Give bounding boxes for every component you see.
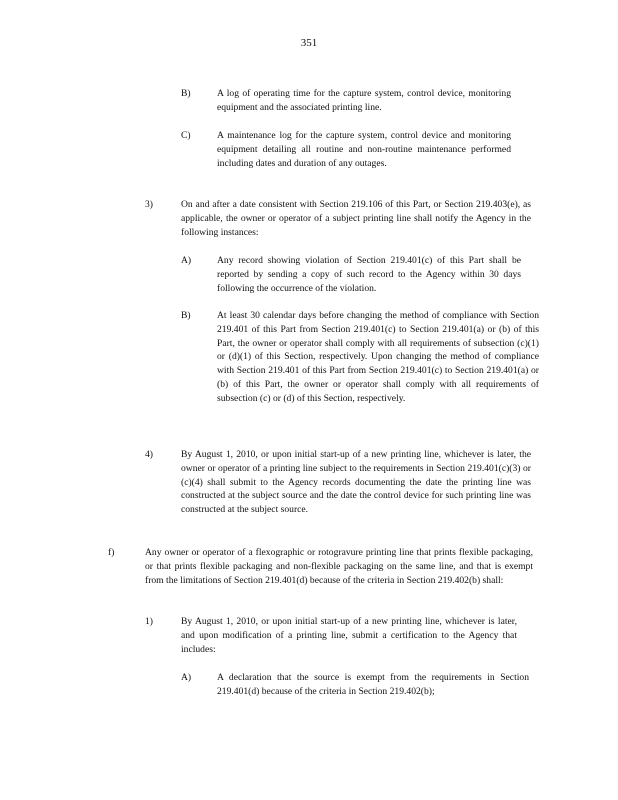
page-number: 351 (300, 37, 318, 49)
item-label: B) (181, 88, 191, 99)
item-text: Any record showing violation of Section 219.401(c) of this Part shall be reported by sending a copy of such record to the Agency within 30 days following the occurrence of the violation. (217, 255, 521, 294)
item-text: On and after a date consistent with Section 219.106 of this Part, or Section 219.403(e), as applicable, the owner or operator of a subject printing line shall notify the Agency in the following instances: (181, 199, 531, 238)
item-label: C) (181, 130, 191, 141)
item-label: A) (181, 672, 192, 683)
item-text: By August 1, 2010, or upon initial start-up of a new printing line, whichever is later, the owner or operator of a printing line subject to the requirements in Section 219.401(c)(3) or (c)(4) shall submit to the Agency records documenting the date the printing line was constructed at the subject source and the date the control device for such printing line was constructed at the subject source. (181, 449, 531, 516)
item-text: By August 1, 2010, or upon initial start-up of a new printing line, whichever is later, and upon modification of a printing line, submit a certification to the Agency that includes: (181, 616, 517, 655)
item-label: 1) (145, 616, 153, 627)
item-label: A) (181, 255, 192, 266)
item-text: At least 30 calendar days before changing the method of compliance with Section 219.401 of this Part from Section 219.401(c) to Section 219.401(a) or (b) of this Part, the owner or operator shall comply with all requirements of subsection (c)(1) or (d)(1) of this Section, respectively. Upon changing the method of compliance with Section 219.401 of this Part from Section 219.401(c) to Section 219.401(a) or (b) of this Part, the owner or operator shall comply with all requirements of subsection (c) or (d) of this Section, respectively. (217, 310, 539, 404)
item-text: A maintenance log for the capture system, control device and monitoring equipment detailing all routine and non-routine maintenance performed including dates and duration of any outages. (217, 130, 511, 169)
item-text: Any owner or operator of a flexographic or rotogravure printing line that prints flexible packaging, or that prints flexible packaging and non-flexible packaging on the same line, and that is exempt from the limitations of Section 219.401(d) because of the criteria in Section 219.402(b) shall: (145, 547, 533, 586)
item-label: 3) (145, 199, 153, 210)
item-label: B) (181, 310, 191, 321)
item-text: A log of operating time for the capture system, control device, monitoring equipment and the associated printing line. (217, 88, 511, 113)
item-label: 4) (145, 449, 153, 460)
item-text: A declaration that the source is exempt from the requirements in Section 219.401(d) because of the criteria in Section 219.402(b); (217, 672, 529, 697)
item-label: f) (108, 547, 115, 558)
